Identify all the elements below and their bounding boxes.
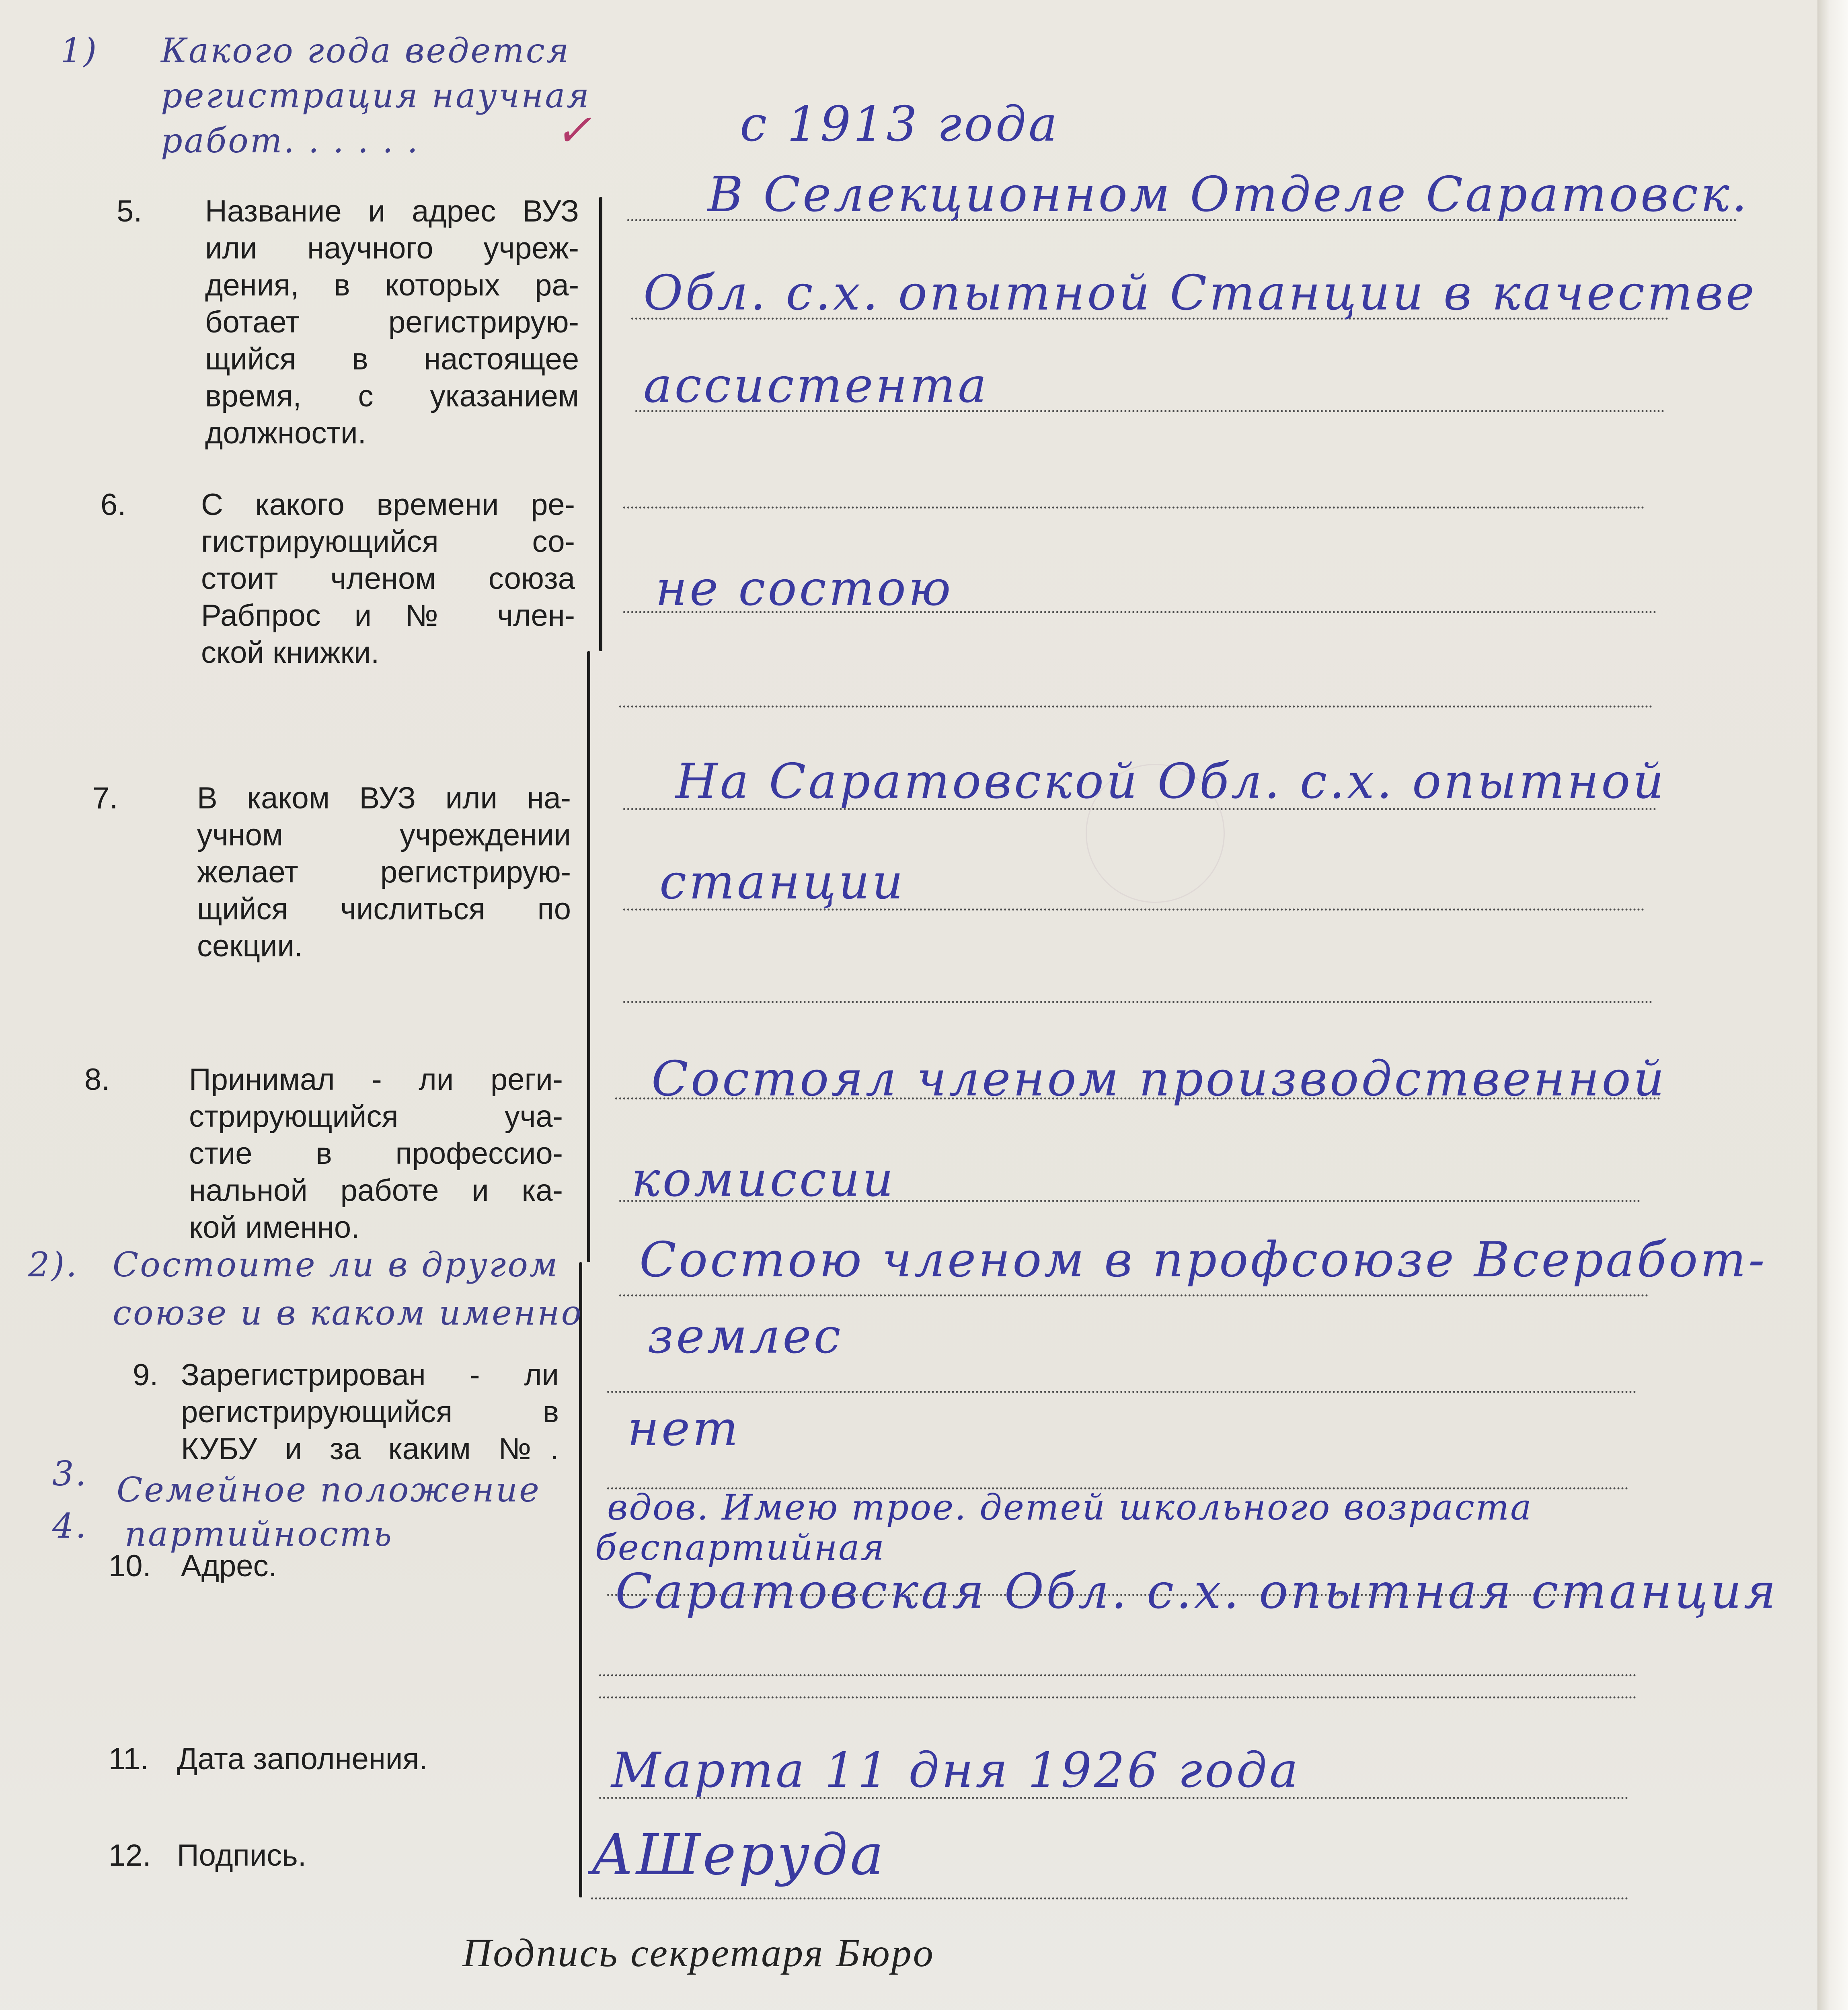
q12-label: Подпись.	[177, 1838, 306, 1873]
q10-number: 10.	[109, 1549, 151, 1583]
q8-answer-line2: комиссии	[631, 1152, 896, 1208]
secretary-signature-label: Подпись секретаря Бюро	[462, 1930, 935, 1975]
q10-answer: Саратовская Обл. с.х. опытная станция	[615, 1564, 1778, 1620]
answer-line	[619, 1294, 1649, 1296]
answer-line	[599, 1674, 1637, 1676]
answer-line	[623, 507, 1645, 509]
q1-number: 1)	[60, 31, 99, 70]
q7-answer-line2: станции	[659, 854, 906, 910]
q5-answer-line2: Обл. с.х. опытной Станции в качестве	[643, 265, 1757, 321]
q2-number: 2).	[28, 1245, 78, 1284]
q5-label: Название и адрес ВУЗ или научного учреж- дения, в которых ра- ботает регистрирую- щийся в настоящее время, с указанием должности.	[205, 194, 579, 450]
q4-label: партийность	[125, 1514, 394, 1554]
q11-number: 11.	[109, 1742, 149, 1776]
pencil-mark: ✓	[555, 105, 592, 156]
q7-number: 7.	[92, 781, 118, 815]
q9-answer: нет	[627, 1401, 741, 1457]
q4-number: 4.	[52, 1506, 88, 1546]
q2-answer-line2: землес	[647, 1309, 843, 1364]
q9-label: Зарегистрирован - ли регистрирующийся в КУБУ и за каким №.	[181, 1358, 559, 1466]
q5-number: 5.	[117, 194, 142, 228]
column-divider	[599, 197, 602, 651]
answer-line	[591, 1897, 1628, 1899]
page-edge	[1817, 0, 1848, 2010]
answer-line	[623, 1001, 1653, 1003]
q7-label: В каком ВУЗ или на- учном учреждении желает регистрирую- щийся числиться по секции.	[197, 781, 571, 963]
q1-answer: с 1913 года	[740, 96, 1060, 152]
q7-answer-line1: На Саратовской Обл. с.х. опытной	[676, 754, 1666, 810]
q2-answer-line1: Состою членом в профсоюзе Всеработ-	[639, 1232, 1767, 1288]
q3-answer: вдов. Имею трое. детей школьного возраста	[607, 1487, 1533, 1528]
q1-label: Какого года ведется регистрация научная работ. . . . . .	[161, 31, 591, 160]
q8-label: Принимал - ли реги- стрирующийся уча- стие в профессио- нальной работе и ка- кой именно.	[189, 1062, 563, 1245]
column-divider	[587, 651, 590, 1262]
q6-answer: не состою	[655, 561, 953, 617]
q8-answer-line1: Состоял членом производственной	[651, 1051, 1667, 1107]
q12-signature: АШеруда	[591, 1822, 886, 1888]
answer-line	[599, 1696, 1637, 1698]
answer-line	[599, 1797, 1628, 1799]
q3-number: 3.	[52, 1454, 88, 1493]
q5-answer-line3: ассистента	[643, 358, 989, 414]
q2-label-line1: Состоите ли в другом	[113, 1245, 559, 1284]
q6-label: С какого времени ре- гистрирующийся со- стоит членом союза Рабпрос и № член- ской книжки.	[201, 488, 575, 670]
q10-label: Адрес.	[181, 1549, 277, 1583]
q2-label-line2: союзе и в каком именно	[113, 1293, 583, 1333]
q4-answer: беспартийная	[595, 1527, 886, 1568]
q8-number: 8.	[84, 1062, 110, 1097]
answer-line	[607, 1391, 1637, 1393]
q11-label: Дата заполнения.	[177, 1742, 428, 1776]
q3-label: Семейное положение	[117, 1470, 541, 1510]
q12-number: 12.	[109, 1838, 151, 1873]
column-divider	[579, 1262, 582, 1897]
q11-answer: Марта 11 дня 1926 года	[611, 1743, 1301, 1799]
q6-number: 6.	[101, 488, 126, 522]
answer-line	[619, 706, 1653, 708]
q5-answer-line1: В Селекционном Отделе Саратовск.	[708, 167, 1749, 223]
q9-number: 9.	[133, 1358, 158, 1392]
